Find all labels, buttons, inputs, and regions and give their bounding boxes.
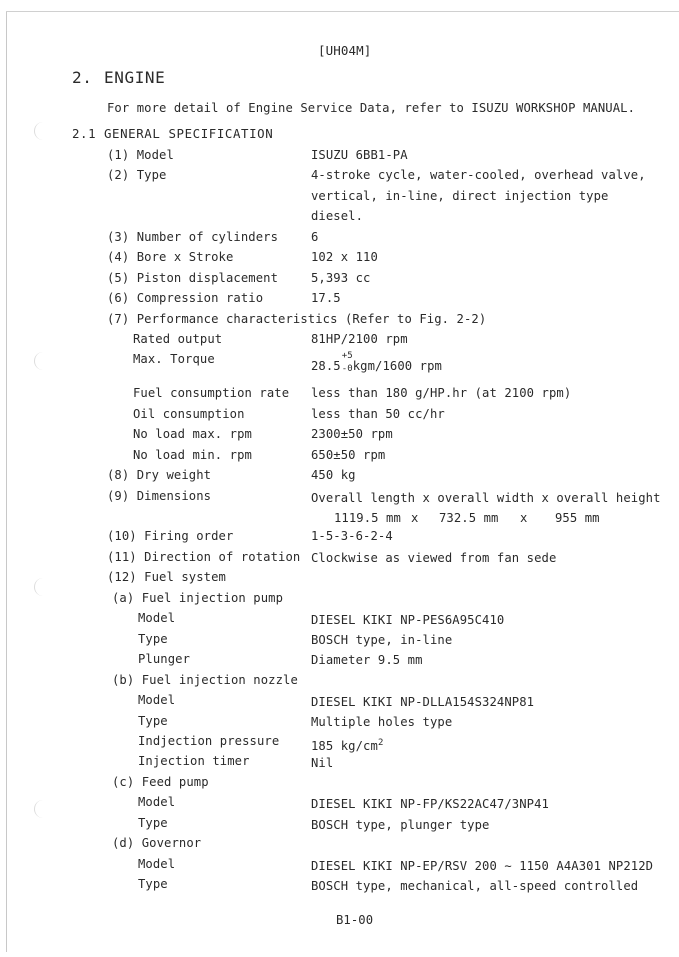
page-border-top <box>6 11 679 12</box>
spec-label-no-load-min: No load min. rpm <box>133 448 252 462</box>
spec-label-bore: (4) Bore x Stroke <box>107 250 234 264</box>
spec-value-dry-weight: 450 kg <box>311 468 356 482</box>
torque-tolerance-plus: +5 <box>341 351 353 361</box>
spec-label-max-torque: Max. Torque <box>133 352 215 366</box>
spec-label-pump-model: Model <box>138 611 176 625</box>
spec-value-dimensions: Overall length x overall width x overall height <box>311 491 661 505</box>
chapter-number: 2. <box>72 68 93 87</box>
spec-label-injection-timer: Injection timer <box>138 754 250 768</box>
spec-label-injection-nozzle: (b) Fuel injection nozzle <box>112 673 298 687</box>
dimension-height: 955 mm <box>555 511 600 525</box>
spec-value-compression: 17.5 <box>311 291 341 305</box>
spec-label-feed-model: Model <box>138 795 176 809</box>
spec-value-injection-timer: Nil <box>311 756 334 770</box>
spec-label-rated-output: Rated output <box>133 332 223 346</box>
spec-label-nozzle-model: Model <box>138 693 176 707</box>
spec-value-type-line-3: diesel. <box>311 209 364 223</box>
spec-value-rated-output: 81HP/2100 rpm <box>311 332 408 346</box>
binder-hole-mark <box>34 352 45 370</box>
binder-hole-mark <box>34 800 45 818</box>
binder-hole-mark <box>34 578 45 596</box>
spec-value-fuel-consumption: less than 180 g/HP.hr (at 2100 rpm) <box>311 386 572 400</box>
dimension-length: 1119.5 mm <box>334 511 401 525</box>
spec-value-cylinders: 6 <box>311 230 319 244</box>
spec-value-bore: 102 x 110 <box>311 250 378 264</box>
spec-label-compression: (6) Compression ratio <box>107 291 264 305</box>
spec-value-no-load-max: 2300±50 rpm <box>311 427 393 441</box>
spec-label-cylinders: (3) Number of cylinders <box>107 230 279 244</box>
spec-value-no-load-min: 650±50 rpm <box>311 448 386 462</box>
spec-value-oil-consumption: less than 50 cc/hr <box>311 407 445 421</box>
spec-value-type-line-2: vertical, in-line, direct injection type <box>311 189 609 203</box>
torque-tolerance <box>341 351 353 374</box>
dimension-width: 732.5 mm <box>439 511 499 525</box>
spec-label-displacement: (5) Piston displacement <box>107 271 279 285</box>
spec-value-injection-pressure <box>311 735 383 754</box>
spec-label-injection-pump: (a) Fuel injection pump <box>112 591 284 605</box>
spec-value-displacement: 5,393 cc <box>311 271 371 285</box>
spec-label-governor-type: Type <box>138 877 168 891</box>
spec-label-feed-type: Type <box>138 816 168 830</box>
spec-label-oil-consumption: Oil consumption <box>133 407 245 421</box>
spec-label-model: (1) Model <box>107 148 174 162</box>
spec-value-nozzle-model: DIESEL KIKI NP-DLLA154S324NP81 <box>311 695 535 709</box>
spec-label-rotation: (11) Direction of rotation <box>107 550 301 564</box>
spec-label-pump-type: Type <box>138 632 168 646</box>
pressure-value: 185 kg/cm <box>311 739 378 753</box>
spec-value-model: ISUZU 6BB1-PA <box>311 148 408 162</box>
spec-label-plunger: Plunger <box>138 652 191 666</box>
spec-label-nozzle-type: Type <box>138 714 168 728</box>
spec-label-dry-weight: (8) Dry weight <box>107 468 212 482</box>
spec-value-feed-type: BOSCH type, plunger type <box>311 818 490 832</box>
spec-label-injection-pressure: Indjection pressure <box>138 734 280 748</box>
torque-unit: kgm/1600 rpm <box>352 359 442 373</box>
spec-label-governor-model: Model <box>138 857 176 871</box>
document-code: [UH04M] <box>318 43 372 58</box>
spec-value-pump-type: BOSCH type, in-line <box>311 633 453 647</box>
spec-label-governor: (d) Governor <box>112 836 202 850</box>
intro-text: For more detail of Engine Service Data, refer to ISUZU WORKSHOP MANUAL. <box>107 101 636 115</box>
spec-value-rotation: Clockwise as viewed from fan sede <box>311 551 557 565</box>
spec-value-feed-model: DIESEL KIKI NP-FP/KS22AC47/3NP41 <box>311 797 549 811</box>
chapter-title: ENGINE <box>104 68 166 87</box>
spec-label-performance: (7) Performance characteristics (Refer to Fig. 2-2) <box>107 312 487 326</box>
spec-label-fuel-system: (12) Fuel system <box>107 570 226 584</box>
spec-value-type-line-1: 4-stroke cycle, water-cooled, overhead valve, <box>311 168 646 182</box>
page-border-left <box>6 12 7 952</box>
spec-value-firing-order: 1-5-3-6-2-4 <box>311 529 393 543</box>
spec-label-fuel-consumption: Fuel consumption rate <box>133 386 290 400</box>
page-number: B1-00 <box>336 913 374 927</box>
torque-base: 28.5 <box>311 359 341 373</box>
spec-value-governor-model: DIESEL KIKI NP-EP/RSV 200 ∼ 1150 A4A301 NP212D <box>311 859 654 873</box>
spec-value-governor-type: BOSCH type, mechanical, all-speed controlled <box>311 879 639 893</box>
pressure-exponent: 2 <box>377 738 384 748</box>
spec-label-no-load-max: No load max. rpm <box>133 427 252 441</box>
binder-hole-mark <box>34 122 45 140</box>
spec-label-firing-order: (10) Firing order <box>107 529 234 543</box>
spec-value-plunger: Diameter 9.5 mm <box>311 653 423 667</box>
dimension-separator: x <box>520 511 528 525</box>
spec-label-feed-pump: (c) Feed pump <box>112 775 209 789</box>
section-title: GENERAL SPECIFICATION <box>104 126 274 141</box>
spec-label-type: (2) Type <box>107 168 167 182</box>
spec-value-max-torque <box>311 351 442 374</box>
spec-value-nozzle-type: Multiple holes type <box>311 715 453 729</box>
section-number: 2.1 <box>72 126 97 141</box>
dimension-separator: x <box>411 511 419 525</box>
spec-value-pump-model: DIESEL KIKI NP-PES6A95C410 <box>311 613 505 627</box>
spec-label-dimensions: (9) Dimensions <box>107 489 212 503</box>
torque-tolerance-minus: -0 <box>341 364 353 374</box>
